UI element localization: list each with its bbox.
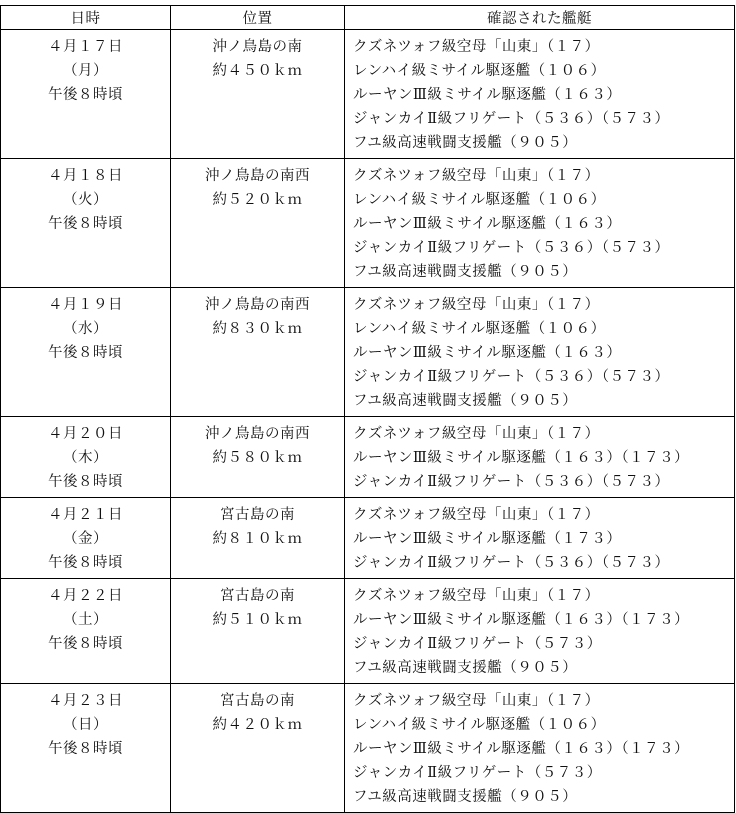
- position-cell: [171, 498, 345, 579]
- table-body: [1, 30, 735, 813]
- date-line: ４月２３日: [48, 693, 123, 709]
- header-row: [1, 6, 735, 30]
- date-line: ４月１８日: [48, 168, 123, 184]
- date-cell: [1, 417, 171, 498]
- position-line: 沖ノ鳥島の南: [212, 39, 303, 55]
- table-row: [1, 288, 735, 417]
- ship-entry: フユ級高速戦闘支援艦（９０５）: [353, 135, 578, 151]
- position-line: 約８１０ｋｍ: [212, 531, 303, 547]
- ship-entry: クズネツォフ級空母「山東」（１７）: [353, 507, 600, 523]
- position-line: 約５１０ｋｍ: [212, 612, 303, 628]
- date-line: 午後８時頃: [48, 87, 123, 103]
- ship-entry: ジャンカイⅡ級フリゲート（５７３）: [353, 636, 602, 652]
- date-line: 午後８時頃: [48, 216, 123, 232]
- position-line: 宮古島の南: [220, 507, 295, 523]
- ships-cell: [345, 498, 735, 579]
- ship-entry: クズネツォフ級空母「山東」（１７）: [353, 39, 600, 55]
- date-line: （日）: [63, 717, 108, 733]
- date-line: 午後８時頃: [48, 636, 123, 652]
- table-row: [1, 159, 735, 288]
- position-cell: [171, 30, 345, 159]
- position-line: 約８３０ｋｍ: [212, 321, 303, 337]
- position-line: 宮古島の南: [220, 588, 295, 604]
- ship-entry: ルーヤンⅢ級ミサイル駆逐艦（１６３）（１７３）: [353, 741, 690, 757]
- date-line: （木）: [63, 450, 108, 466]
- ship-entry: レンハイ級ミサイル駆逐艦（１０６）: [353, 192, 606, 208]
- date-cell: [1, 30, 171, 159]
- position-line: 沖ノ鳥島の南西: [205, 426, 310, 442]
- date-line: 午後８時頃: [48, 555, 123, 571]
- ship-entry: クズネツォフ級空母「山東」（１７）: [353, 588, 600, 604]
- date-line: ４月１７日: [48, 39, 123, 55]
- date-line: ４月２２日: [48, 588, 123, 604]
- ship-entry: ルーヤンⅢ級ミサイル駆逐艦（１６３）: [353, 216, 622, 232]
- ships-cell: [345, 579, 735, 684]
- date-line: （金）: [63, 531, 108, 547]
- ship-entry: ジャンカイⅡ級フリゲート（５３６）（５７３）: [353, 555, 670, 571]
- ship-entry: ルーヤンⅢ級ミサイル駆逐艦（１６３）（１７３）: [353, 450, 690, 466]
- ships-cell: [345, 30, 735, 159]
- ships-cell: [345, 288, 735, 417]
- ships-cell: [345, 159, 735, 288]
- table-row: [1, 498, 735, 579]
- position-line: 宮古島の南: [220, 693, 295, 709]
- ship-entry: クズネツォフ級空母「山東」（１７）: [353, 168, 600, 184]
- ship-entry: レンハイ級ミサイル駆逐艦（１０６）: [353, 321, 606, 337]
- ship-entry: レンハイ級ミサイル駆逐艦（１０６）: [353, 717, 606, 733]
- ships-cell: [345, 684, 735, 813]
- ship-entry: ルーヤンⅢ級ミサイル駆逐艦（１７３）: [353, 531, 622, 547]
- position-line: 約５２０ｋｍ: [212, 192, 303, 208]
- ship-entry: ルーヤンⅢ級ミサイル駆逐艦（１６３）（１７３）: [353, 612, 690, 628]
- ship-entry: クズネツォフ級空母「山東」（１７）: [353, 426, 600, 442]
- header-ships: 確認された艦艇: [345, 6, 735, 30]
- date-line: 午後８時頃: [48, 741, 123, 757]
- date-line: 午後８時頃: [48, 345, 123, 361]
- position-line: 約４２０ｋｍ: [212, 717, 303, 733]
- ship-entry: ルーヤンⅢ級ミサイル駆逐艦（１６３）: [353, 345, 622, 361]
- ship-entry: ジャンカイⅡ級フリゲート（５３６）（５７３）: [353, 369, 670, 385]
- position-line: 沖ノ鳥島の南西: [205, 168, 310, 184]
- date-cell: [1, 288, 171, 417]
- ship-entry: フユ級高速戦闘支援艦（９０５）: [353, 393, 578, 409]
- date-line: （水）: [63, 321, 108, 337]
- position-cell: [171, 288, 345, 417]
- ship-entry: フユ級高速戦闘支援艦（９０５）: [353, 264, 578, 280]
- ship-entry: レンハイ級ミサイル駆逐艦（１０６）: [353, 63, 606, 79]
- position-line: 沖ノ鳥島の南西: [205, 297, 310, 313]
- position-line: 約５８０ｋｍ: [212, 450, 303, 466]
- ship-entry: フユ級高速戦闘支援艦（９０５）: [353, 660, 578, 676]
- date-line: ４月２１日: [48, 507, 123, 523]
- ship-entry: ジャンカイⅡ級フリゲート（５３６）（５７３）: [353, 111, 670, 127]
- date-cell: [1, 159, 171, 288]
- table-row: [1, 684, 735, 813]
- date-line: ４月２０日: [48, 426, 123, 442]
- ship-entry: クズネツォフ級空母「山東」（１７）: [353, 297, 600, 313]
- date-cell: [1, 579, 171, 684]
- header-position: 位置: [171, 6, 345, 30]
- ship-entry: ジャンカイⅡ級フリゲート（５３６）（５７３）: [353, 240, 670, 256]
- date-line: （土）: [63, 612, 108, 628]
- ship-entry: ジャンカイⅡ級フリゲート（５７３）: [353, 765, 602, 781]
- date-line: （火）: [63, 192, 108, 208]
- date-cell: [1, 498, 171, 579]
- table-row: [1, 30, 735, 159]
- date-line: （月）: [63, 63, 108, 79]
- ship-entry: ジャンカイⅡ級フリゲート（５３６）（５７３）: [353, 474, 670, 490]
- position-line: 約４５０ｋｍ: [212, 63, 303, 79]
- ship-sightings-table: [0, 5, 735, 813]
- position-cell: [171, 684, 345, 813]
- table-row: [1, 417, 735, 498]
- ship-entry: フユ級高速戦闘支援艦（９０５）: [353, 789, 578, 805]
- ship-entry: ルーヤンⅢ級ミサイル駆逐艦（１６３）: [353, 87, 622, 103]
- ship-entry: クズネツォフ級空母「山東」（１７）: [353, 693, 600, 709]
- position-cell: [171, 579, 345, 684]
- position-cell: [171, 417, 345, 498]
- position-cell: [171, 159, 345, 288]
- header-date: 日時: [1, 6, 171, 30]
- date-line: 午後８時頃: [48, 474, 123, 490]
- date-line: ４月１９日: [48, 297, 123, 313]
- ships-cell: [345, 417, 735, 498]
- date-cell: [1, 684, 171, 813]
- table-row: [1, 579, 735, 684]
